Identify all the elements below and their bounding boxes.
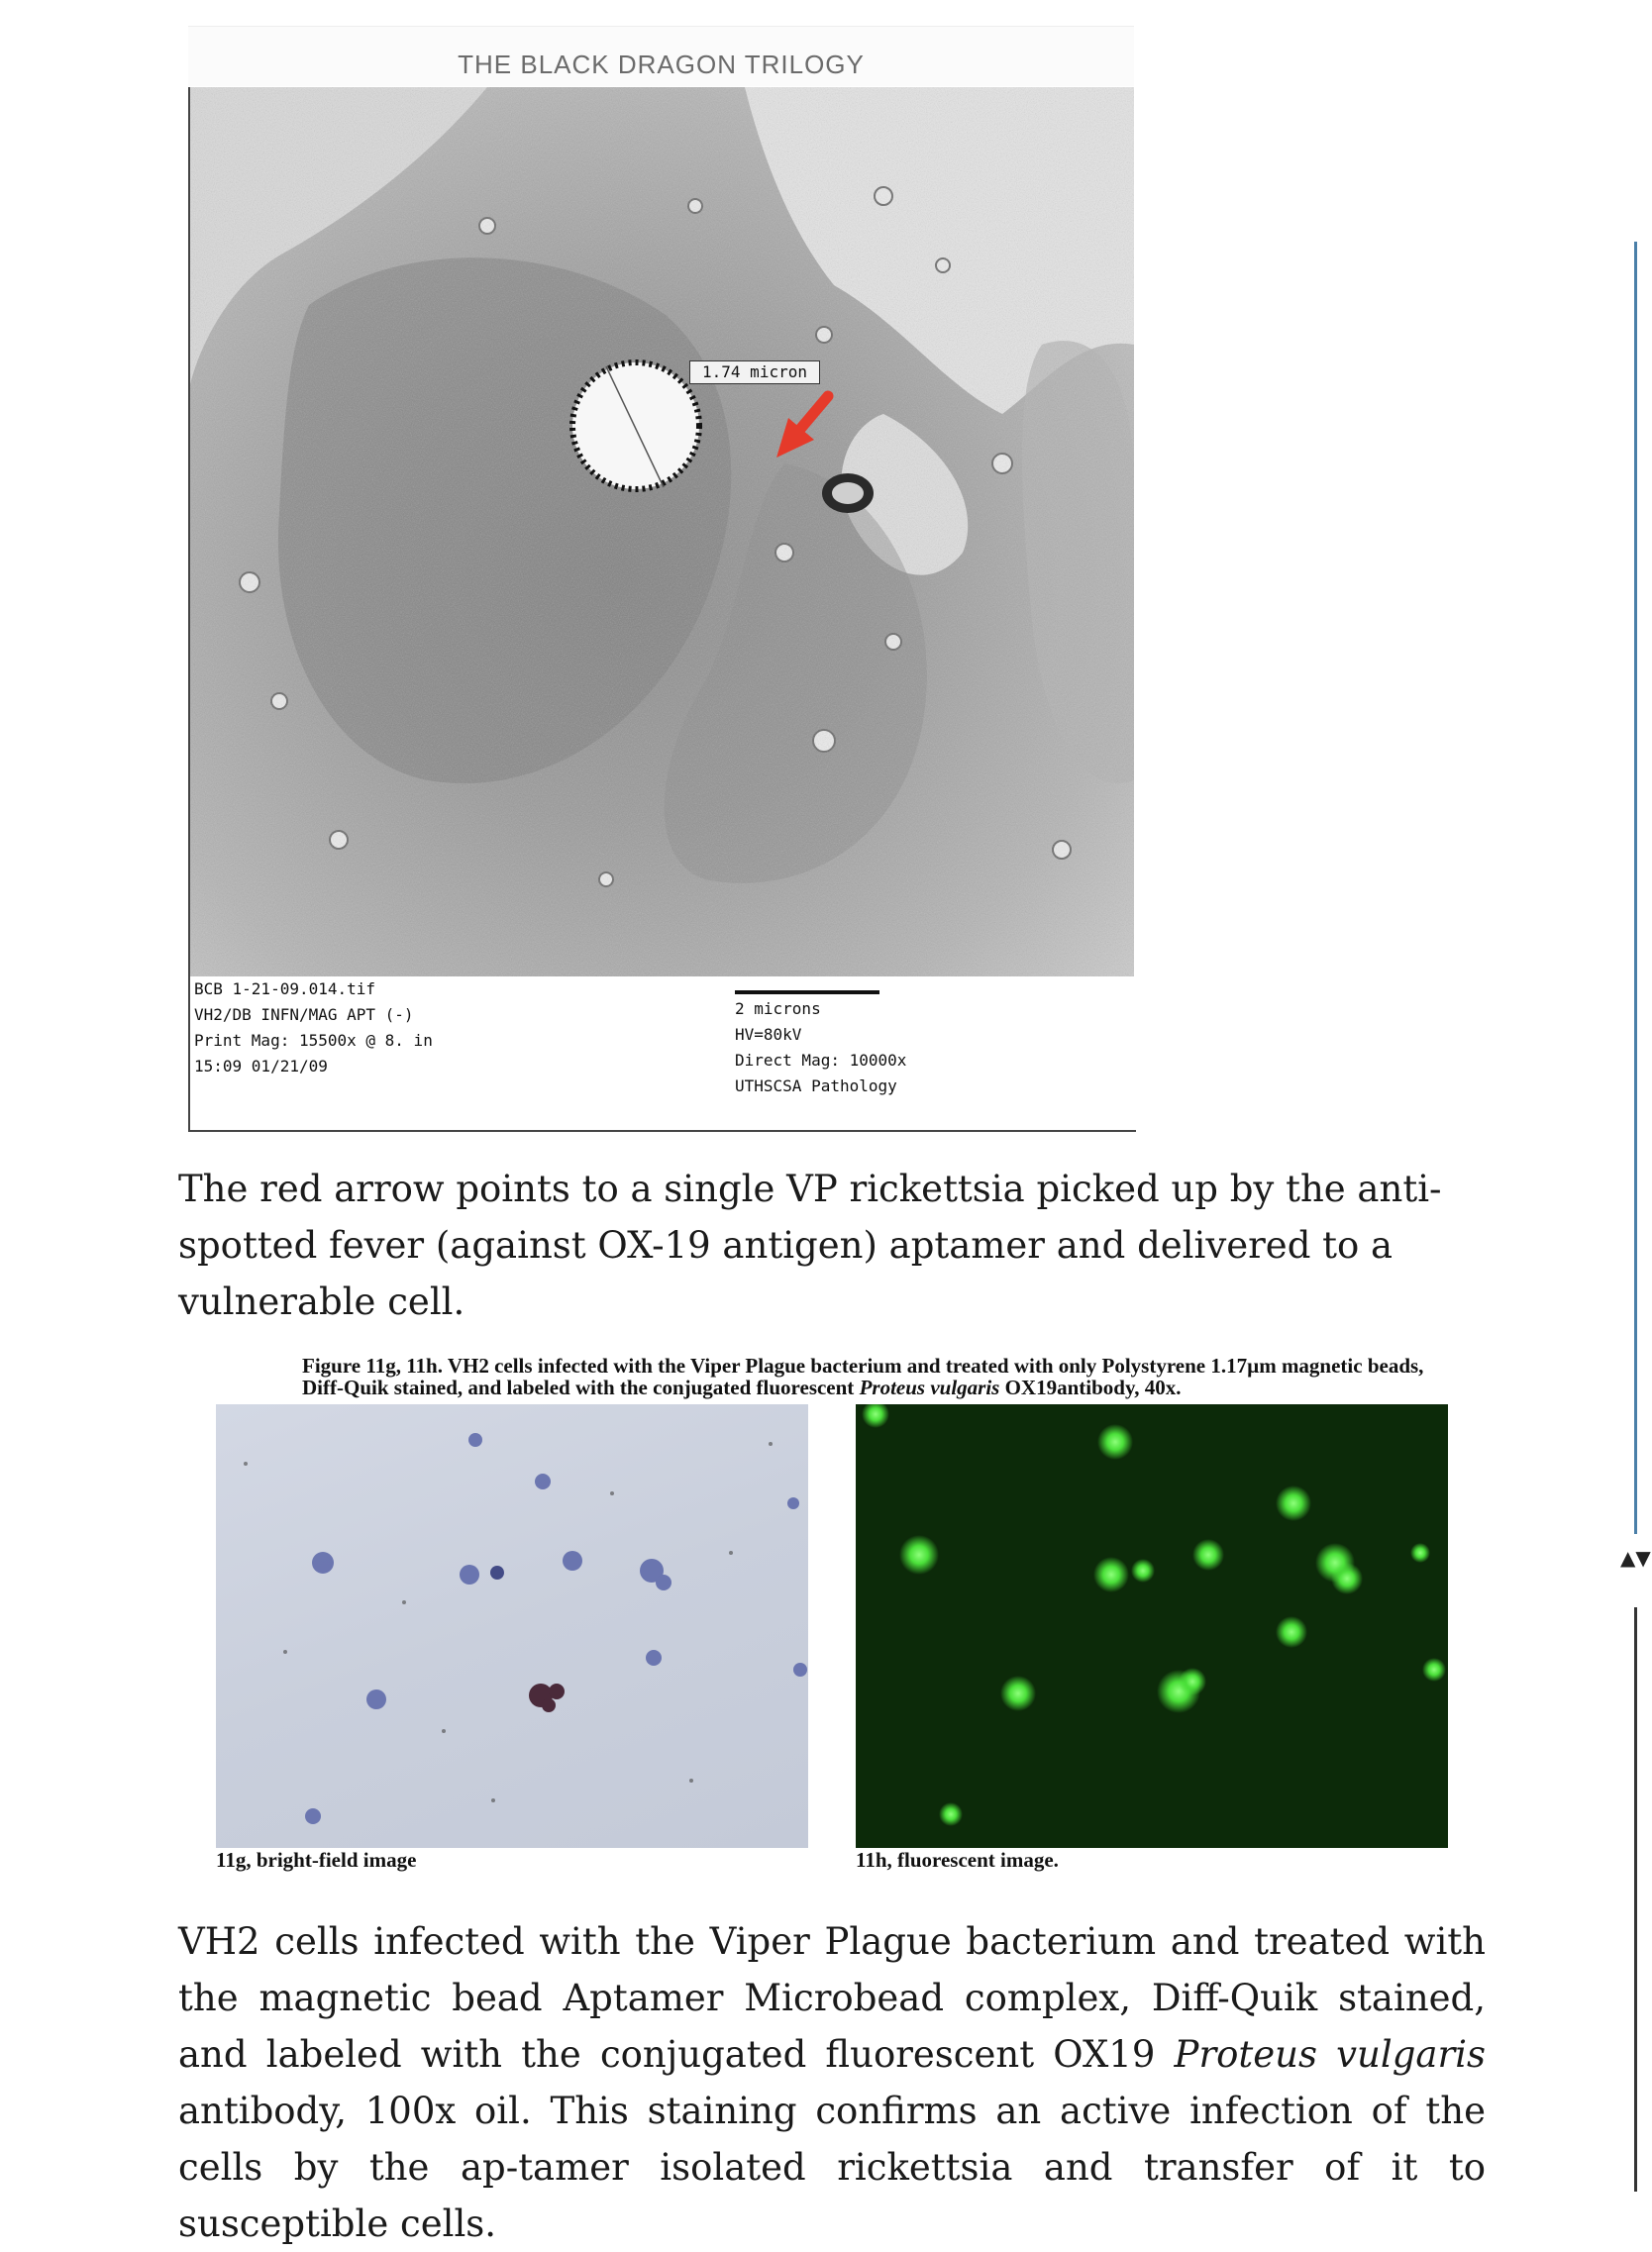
caption-2-pre: VH2 cells infected with the Viper Plague bacterium and treated with the magnetic bead Aptamer Microbead complex, Diff-Quik stained, and labeled with the conjugated fluorescent OX19	[178, 1920, 1486, 2076]
measurement-label: 1.74 micron	[689, 360, 820, 384]
scrollbar-track-upper[interactable]	[1634, 242, 1637, 1534]
tem-meta-line: VH2/DB INFN/MAG APT (-)	[194, 1005, 414, 1024]
caption-tem: The red arrow points to a single VP rickettsia picked up by the anti-spotted fever (against OX-19 antigen) aptamer and delivered to a vulnerable cell.	[178, 1168, 1442, 1323]
label-bright-field: 11g, bright-field image	[216, 1848, 417, 1872]
figure-11-title-post: OX19antibody, 40x.	[999, 1376, 1182, 1399]
tem-meta-line: Direct Mag: 10000x	[735, 1051, 907, 1070]
caption-figure-11	[178, 1913, 1486, 2252]
tem-meta-line: 15:09 01/21/09	[194, 1057, 328, 1075]
tem-meta-line: UTHSCSA Pathology	[735, 1076, 897, 1095]
figure-11-title-species: Proteus vulgaris	[859, 1376, 1000, 1399]
tem-meta-line: Print Mag: 15500x @ 8. in	[194, 1031, 433, 1050]
bright-field-image	[216, 1404, 808, 1848]
figure-11-title	[302, 1355, 1441, 1398]
scale-bar	[735, 990, 879, 994]
scrollbar-track-lower[interactable]	[1634, 1607, 1637, 2192]
fluorescent-image	[856, 1404, 1448, 1848]
running-header: THE BLACK DRAGON TRILOGY	[188, 26, 1134, 86]
tem-meta-line: BCB 1-21-09.014.tif	[194, 979, 376, 998]
figure-11-title-pre: Figure 11g, 11h. VH2 cells infected with the Viper Plague bacterium and treated with only Polystyrene 1.17µm magnetic beads, Diff-Quik stained, and labeled with the conjugated fluorescent	[302, 1354, 1424, 1399]
label-fluorescent: 11h, fluorescent image.	[856, 1848, 1059, 1872]
caption-2-species: Proteus vulgaris	[1174, 2033, 1486, 2076]
scroll-updown-icon[interactable]: ▲▼	[1620, 1546, 1651, 1570]
tem-meta-line: 2 microns	[735, 999, 821, 1018]
tem-metadata-left	[194, 976, 433, 1079]
tem-metadata-right	[735, 996, 906, 1099]
tem-micrograph	[190, 87, 1134, 976]
caption-2-post: antibody, 100x oil. This staining confirms an active infection of the cells by the ap-tamer isolated rickettsia and transfer of it to susceptible cells.	[178, 2090, 1486, 2245]
tem-meta-line: HV=80kV	[735, 1025, 802, 1044]
